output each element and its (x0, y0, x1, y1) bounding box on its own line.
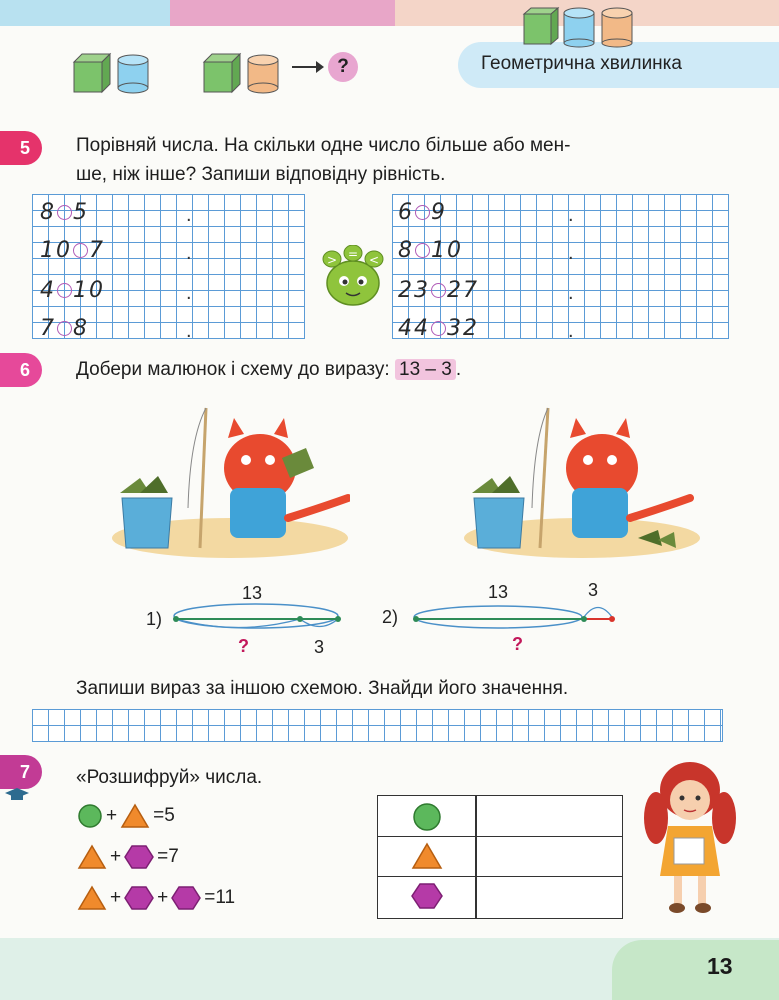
equation-1-result: =5 (153, 805, 175, 826)
green-circle-icon (412, 802, 442, 832)
row-dot: . (186, 320, 192, 342)
decode-table (377, 795, 623, 919)
equal-sign: = (347, 247, 359, 261)
green-cube-icon (204, 54, 240, 92)
scheme2-top-left-number: 13 (488, 582, 509, 602)
equation-1 (77, 803, 175, 829)
page-number: 13 (707, 953, 733, 979)
task5-text (76, 131, 570, 189)
left-row-4: 7 8 (40, 316, 89, 341)
task-number-badge (0, 755, 42, 789)
cube-cylinder-pair (72, 52, 152, 94)
plus-sign: + (157, 887, 169, 908)
row-dot: . (568, 282, 574, 304)
green-cube-icon (524, 8, 558, 44)
mascot-illustration (318, 245, 388, 309)
scheme1-unknown: ? (238, 636, 249, 656)
task-number-badge (0, 353, 42, 387)
equation-3 (77, 885, 235, 911)
purple-hexagon-icon (171, 885, 201, 911)
question-mark: ? (337, 56, 349, 77)
row-dot: . (568, 242, 574, 264)
green-circle-icon (77, 803, 103, 829)
purple-hexagon-icon (124, 844, 154, 870)
less-sign: < (368, 253, 380, 267)
graduation-cap-icon (4, 786, 30, 802)
row-dot: . (186, 242, 192, 264)
row-dot: . (186, 204, 192, 226)
scheme1-bottom-number: 3 (314, 637, 325, 657)
scheme2-label: 2) (382, 607, 399, 627)
cube-cylinder-pair-2 (202, 52, 282, 94)
task-number-badge (0, 131, 42, 165)
orange-triangle-icon (77, 844, 107, 870)
orange-triangle-icon (411, 842, 443, 870)
cat-fishing-picture-right (462, 398, 702, 558)
plus-sign: + (110, 887, 122, 908)
task-number: 5 (19, 137, 30, 158)
scheme2-unknown: ? (512, 634, 523, 654)
scheme1-top-number: 13 (242, 583, 263, 603)
orange-triangle-icon (120, 803, 150, 829)
right-row-2: 8 10 (398, 238, 463, 263)
task6-instruction: Запиши вираз за іншою схемою. Знайди його значення. (76, 678, 569, 699)
task6-prompt: Добери малюнок і схему до виразу: (76, 359, 390, 380)
scheme2-top-right-number: 3 (588, 580, 599, 600)
section-title: Геометрична хвилинка (481, 53, 682, 74)
task7-prompt: «Розшифруй» числа. (76, 767, 263, 788)
right-row-1: 6 9 (398, 200, 447, 225)
orange-cylinder-icon (602, 8, 632, 47)
task-number: 7 (19, 761, 30, 782)
table-divider (475, 796, 477, 918)
greater-sign: > (326, 253, 338, 267)
right-row-4: 44 32 (398, 316, 479, 341)
arrow-right-icon (290, 58, 326, 76)
band-segment-pink (170, 0, 395, 26)
purple-hexagon-icon (124, 885, 154, 911)
task6-prompt-line (76, 355, 461, 384)
scheme1-diagram (172, 600, 348, 640)
geometry-shapes-icon (522, 6, 637, 48)
scheme2-diagram (412, 600, 622, 640)
girl-illustration (640, 756, 740, 916)
row-dot: . (568, 320, 574, 342)
left-row-1: 8 5 (40, 200, 89, 225)
top-color-band (0, 0, 779, 26)
task6-expression: 13 – 3 (395, 359, 456, 380)
band-segment-blue (0, 0, 170, 26)
plus-sign: + (106, 805, 118, 826)
row-dot: . (568, 204, 574, 226)
blue-cylinder-icon (564, 8, 594, 47)
orange-triangle-icon (77, 885, 107, 911)
equation-2 (77, 844, 179, 870)
task6-end-dot: . (455, 359, 462, 380)
equation-3-result: =11 (204, 887, 236, 908)
left-row-2: 10 7 (40, 238, 105, 263)
left-row-3: 4 10 (40, 278, 105, 303)
purple-hexagon-icon (411, 882, 443, 910)
task5-line2: ше, ніж інше? Запиши відповідну рівність. (76, 164, 446, 185)
question-circle (328, 52, 358, 82)
row-dot: . (186, 282, 192, 304)
task5-line1: Порівняй числа. На скільки одне число більше або мен- (76, 135, 571, 156)
green-cube-icon (74, 54, 110, 92)
right-row-3: 23 27 (398, 278, 479, 303)
plus-sign: + (110, 846, 122, 867)
blue-cylinder-icon (118, 55, 148, 93)
orange-cylinder-icon (248, 55, 278, 93)
equation-2-result: =7 (157, 846, 179, 867)
scheme1-label: 1) (146, 609, 163, 629)
task-number: 6 (19, 359, 30, 380)
answer-strip-grid (32, 709, 723, 742)
page-number-tab (612, 940, 779, 1000)
cat-fishing-picture-left (110, 398, 350, 558)
